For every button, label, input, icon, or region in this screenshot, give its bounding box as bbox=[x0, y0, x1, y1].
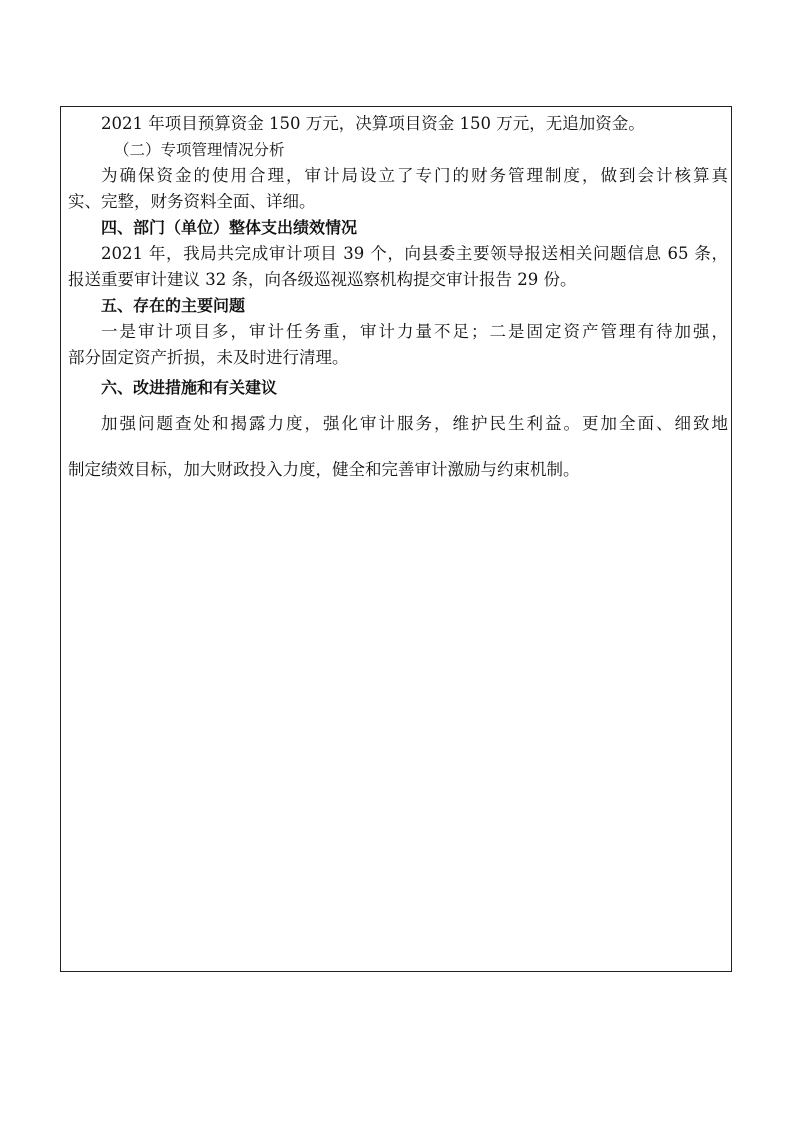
special-management-line-1: 为确保资金的使用合理，审计局设立了专门的财务管理制度，做到会计核算真 bbox=[101, 166, 728, 185]
special-management-line-2: 实、完整，财务资料全面、详细。 bbox=[68, 192, 316, 211]
section-4-line-1: 2021 年，我局共完成审计项目 39 个，向县委主要领导报送相关问题信息 65 条， bbox=[101, 244, 728, 263]
report-content bbox=[68, 111, 728, 493]
special-management-heading: （二）专项管理情况分析 bbox=[114, 141, 285, 159]
section-6-heading: 六、改进措施和有关建议 bbox=[101, 378, 278, 397]
budget-paragraph: 2021 年项目预算资金 150 万元，决算项目资金 150 万元，无追加资金。 bbox=[101, 114, 645, 133]
section-4-heading: 四、部门（单位）整体支出绩效情况 bbox=[101, 218, 358, 237]
section-5-line-1: 一是审计项目多，审计任务重，审计力量不足；二是固定资产管理有待加强， bbox=[101, 322, 728, 341]
section-6-line-1: 加强问题查处和揭露力度，强化审计服务，维护民生利益。更加全面、细致地 bbox=[101, 414, 728, 433]
report-table-cell bbox=[60, 106, 732, 972]
section-6-line-2: 制定绩效目标，加大财政投入力度，健全和完善审计激励与约束机制。 bbox=[68, 460, 580, 479]
section-4-line-2: 报送重要审计建议 32 条，向各级巡视巡察机构提交审计报告 29 份。 bbox=[68, 270, 577, 289]
section-5-heading: 五、存在的主要问题 bbox=[101, 296, 246, 315]
section-5-line-2: 部分固定资产折损，未及时进行清理。 bbox=[68, 348, 349, 367]
